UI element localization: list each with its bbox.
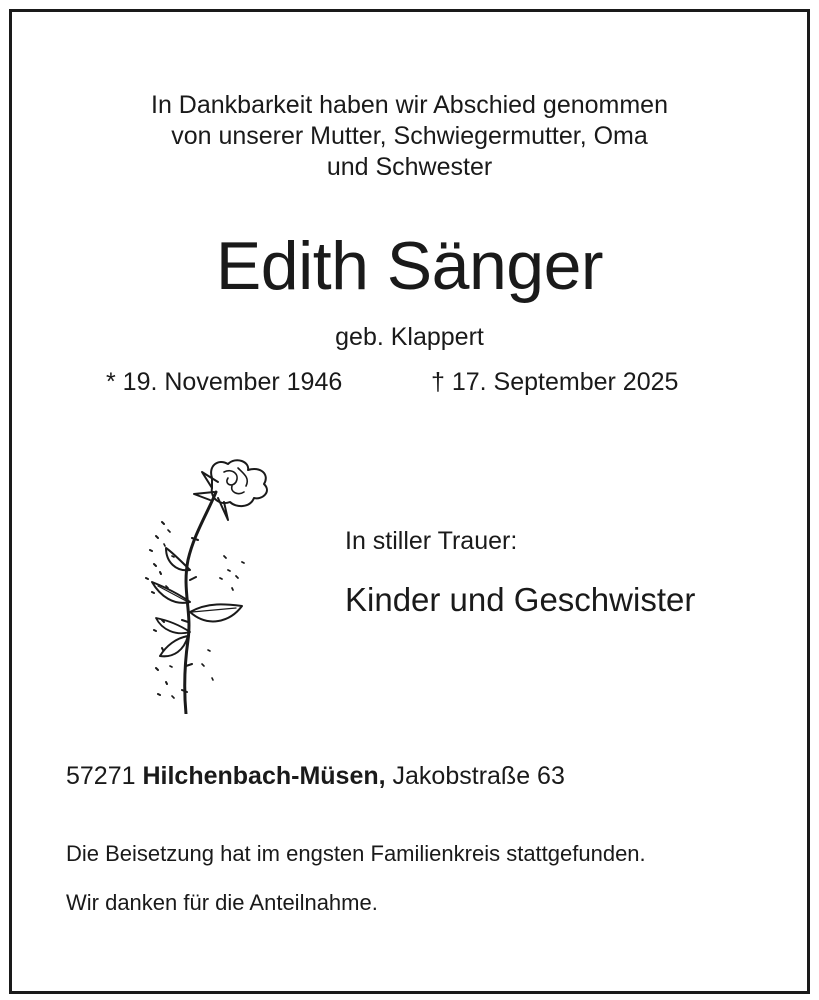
postal-code: 57271: [66, 762, 136, 790]
death-date: † 17. September 2025: [431, 368, 679, 396]
funeral-note: Die Beisetzung hat im engsten Familienkreis stattgefunden.: [66, 841, 646, 866]
intro-line: und Schwester: [326, 153, 493, 181]
address-street: Jakobstraße 63: [392, 762, 565, 790]
address: [66, 761, 565, 791]
birth-date: * 19. November 1946: [106, 368, 343, 396]
address-place: Hilchenbach-Müsen,: [142, 762, 386, 790]
rose-icon: [132, 452, 274, 714]
mourners: Kinder und Geschwister: [345, 581, 696, 618]
maiden-name: geb. Klappert: [335, 323, 484, 351]
intro-text: [12, 90, 807, 183]
thanks-note: Wir danken für die Anteilnahme.: [66, 890, 378, 915]
deceased-name: Edith Sänger: [215, 228, 604, 304]
intro-line: von unserer Mutter, Schwiegermutter, Oma: [171, 122, 648, 150]
obituary-notice: [9, 9, 810, 994]
mourning-label: In stiller Trauer:: [345, 527, 518, 555]
intro-line: In Dankbarkeit haben wir Abschied genommen: [151, 91, 668, 119]
